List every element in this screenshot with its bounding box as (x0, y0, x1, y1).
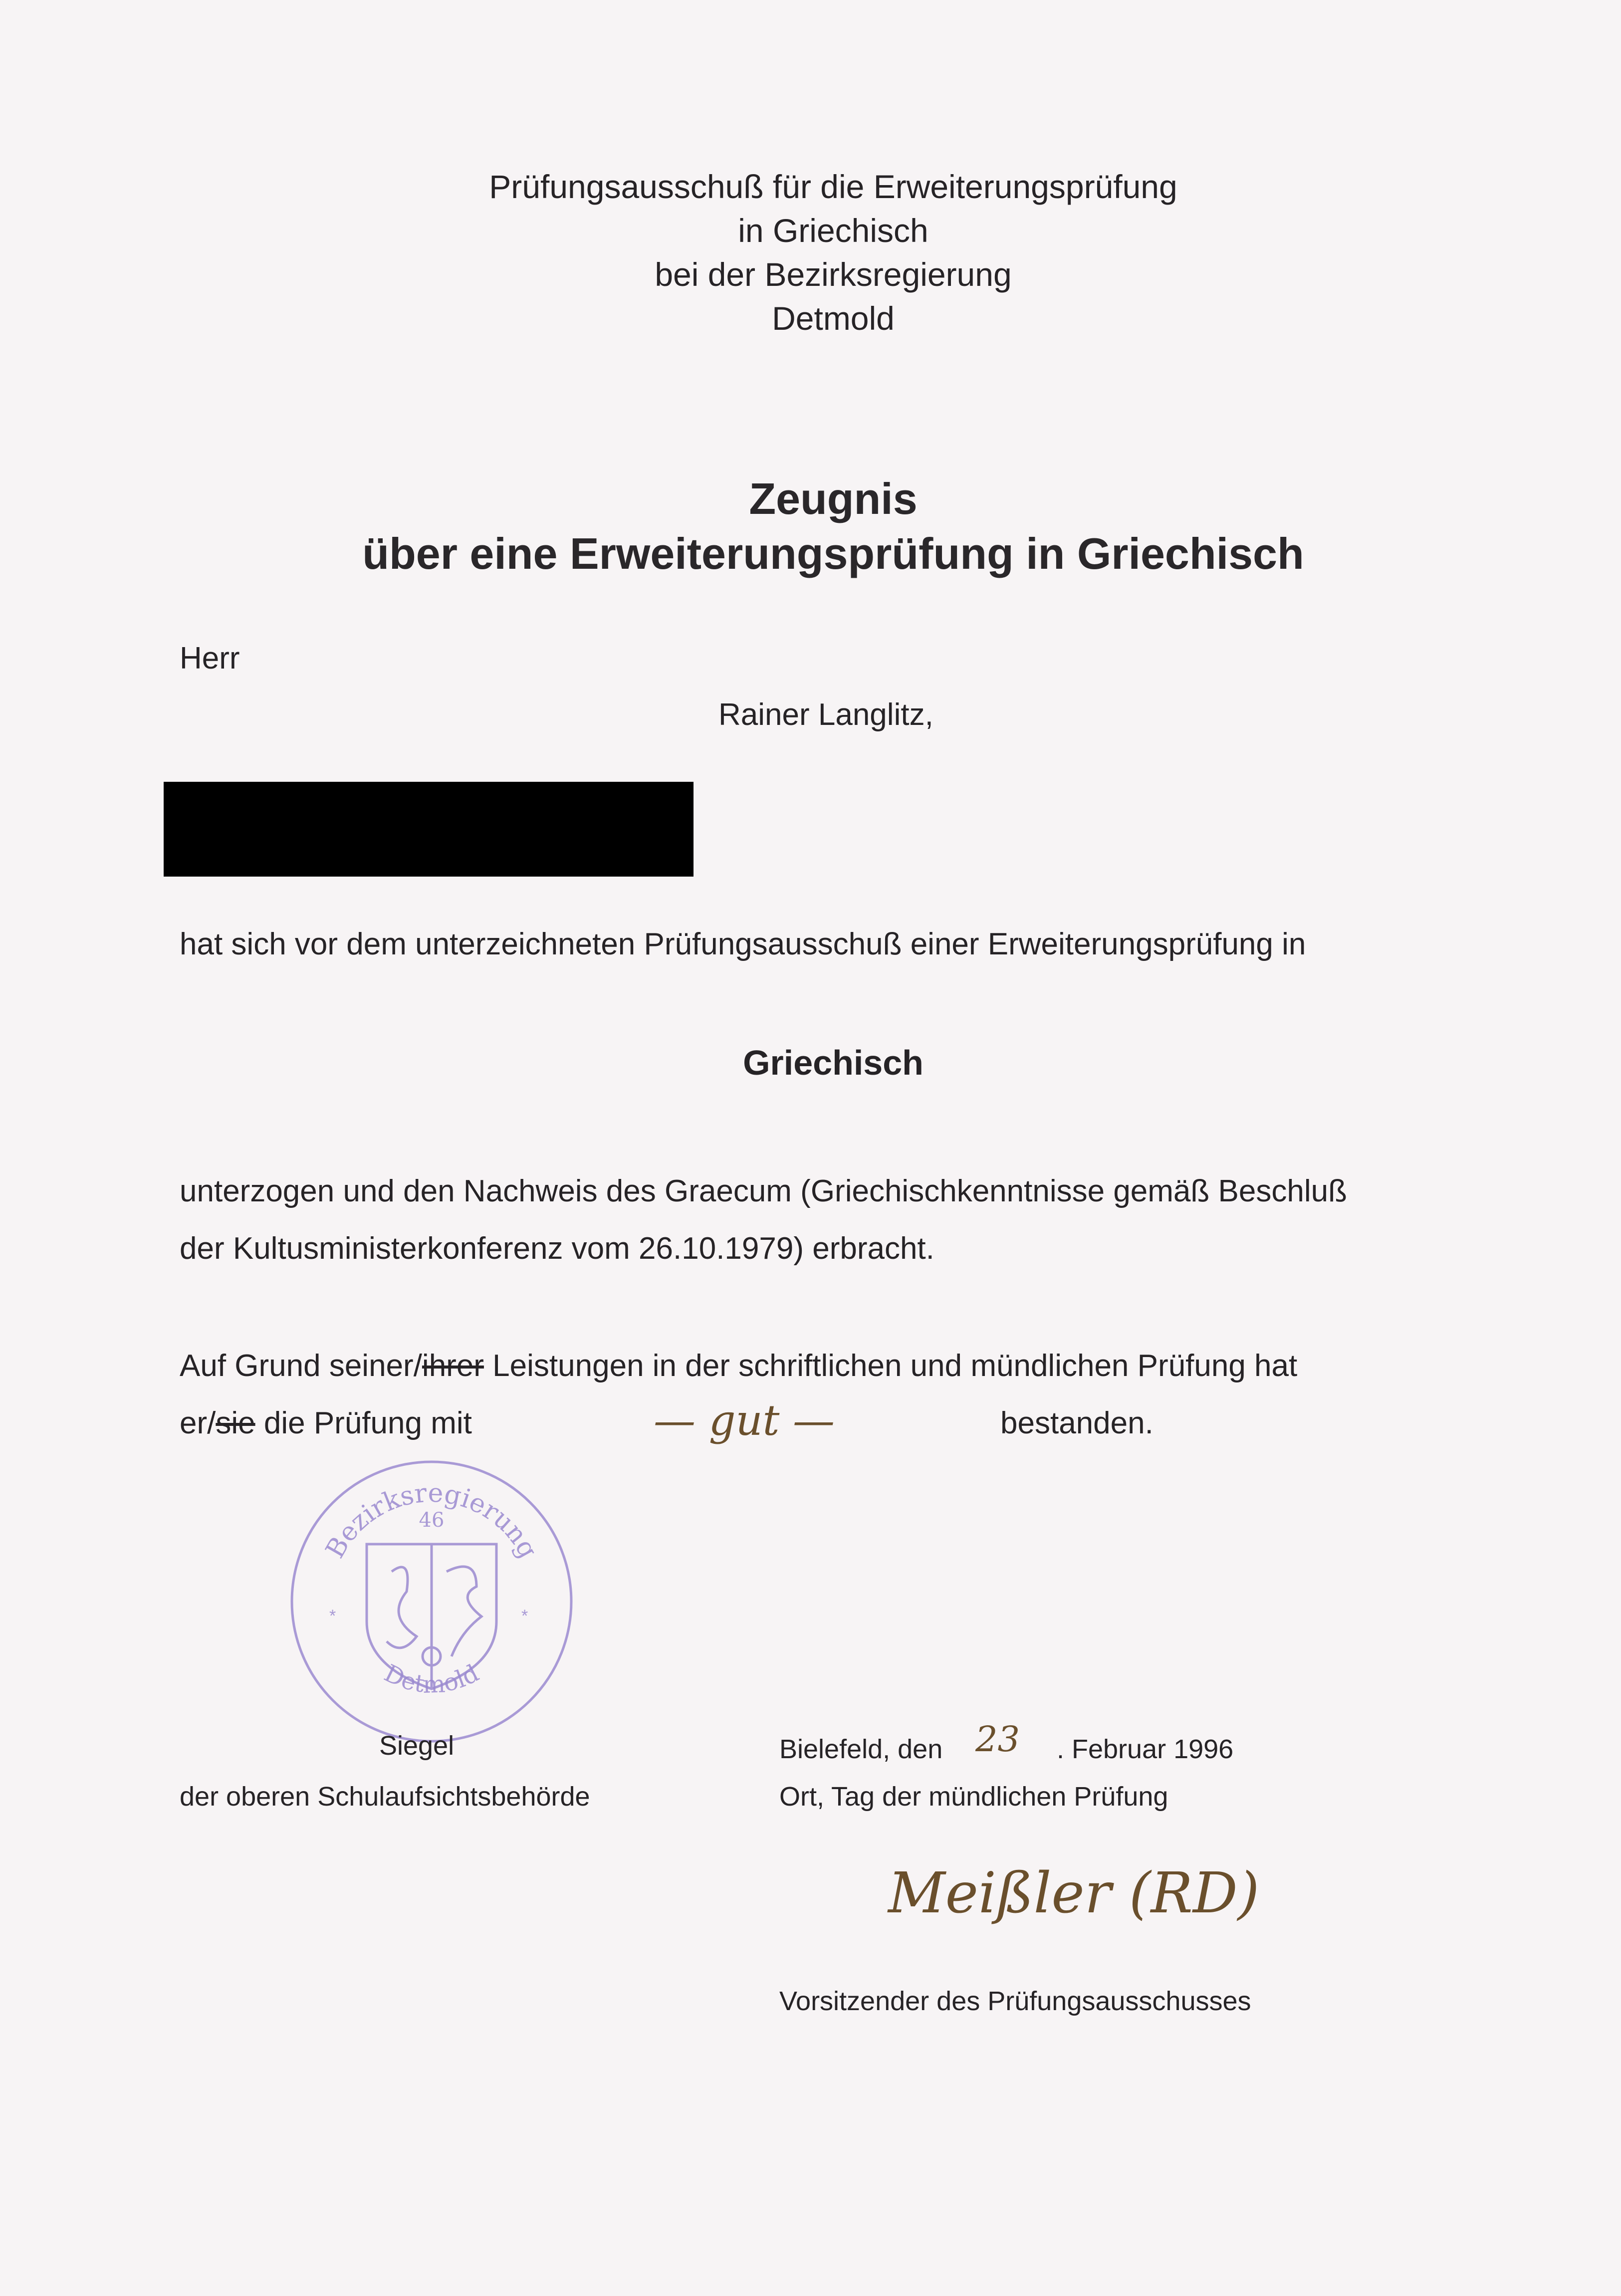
header-line-3: bei der Bezirksregierung (655, 256, 1012, 293)
paragraph-result-line-2 (180, 1394, 472, 1452)
candidate-name: Rainer Langlitz, (718, 697, 933, 732)
handwritten-grade: — gut — (654, 1396, 835, 1445)
result-line-1-text-a: Auf Grund seiner/ (180, 1349, 422, 1383)
struck-pronoun-ihrer: ihrer (422, 1349, 484, 1383)
document-title (0, 471, 1621, 581)
seal-star-icon-left: * (329, 1607, 336, 1625)
date-suffix: . Februar 1996 (1057, 1734, 1234, 1764)
redacted-block (164, 782, 694, 877)
date-caption: Ort, Tag der mündlichen Prüfung (779, 1782, 1168, 1812)
title-line-1: Zeugnis (749, 474, 918, 523)
signature-caption: Vorsitzender des Prüfungsausschusses (779, 1986, 1251, 2016)
seal-label: Siegel (379, 1731, 455, 1761)
header-line-1: Prüfungsausschuß für die Erweiterungsprüfung (489, 168, 1177, 205)
salutation: Herr (180, 641, 240, 676)
issuing-authority-header (0, 165, 1621, 340)
handwritten-signature: Meißler (RD) (888, 1861, 1260, 1926)
paragraph-graecum-line-2: der Kultusministerkonferenz vom 26.10.1979) erbracht. (180, 1231, 934, 1266)
handwritten-day: 23 (975, 1719, 1020, 1760)
passed-word: bestanden. (1000, 1406, 1154, 1440)
date-prefix: Bielefeld, den (779, 1734, 943, 1764)
official-seal-stamp (287, 1457, 576, 1746)
result-line-2-text-a: er/ (180, 1406, 216, 1440)
subject-heading: Griechisch (743, 1043, 924, 1082)
header-line-2: in Griechisch (738, 212, 928, 249)
header-line-4: Detmold (772, 300, 895, 337)
paragraph-result-line-1 (180, 1337, 1297, 1394)
seal-text-bottom: Detmold (380, 1659, 483, 1699)
title-line-2: über eine Erweiterungsprüfung in Griechisch (362, 529, 1304, 578)
coat-of-arms-icon (367, 1544, 496, 1689)
seal-authority-label: der oberen Schulaufsichtsbehörde (180, 1782, 590, 1812)
seal-text-top: Bezirksregierung (320, 1478, 543, 1564)
seal-number: 46 (419, 1509, 445, 1532)
result-line-1-text-b: Leistungen in der schriftlichen und mündlichen Prüfung hat (483, 1349, 1298, 1383)
struck-pronoun-sie: sie (216, 1406, 255, 1440)
result-line-2-text-b: die Prüfung mit (255, 1406, 472, 1440)
paragraph-graecum-line-1: unterzogen und den Nachweis des Graecum (Griechischkenntnisse gemäß Beschluß (180, 1174, 1347, 1208)
seal-star-icon-right: * (521, 1607, 528, 1625)
paragraph-examination: hat sich vor dem unterzeichneten Prüfungsausschuß einer Erweiterungsprüfung in (180, 927, 1306, 961)
